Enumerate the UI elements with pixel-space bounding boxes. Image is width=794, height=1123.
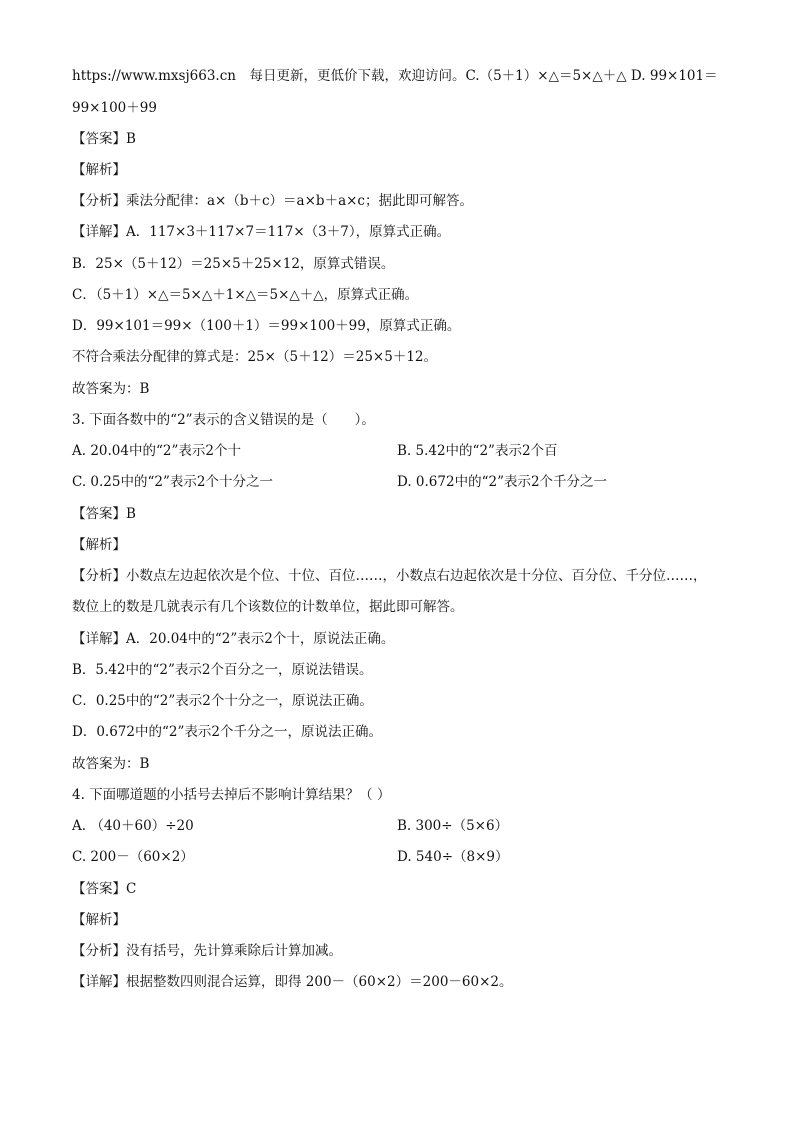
text-line: 【分析】没有括号，先计算乘除后计算加减。	[72, 943, 342, 959]
option-a: A. （40＋60）÷20	[72, 818, 194, 834]
text-line: 【详解】A．20.04中的“2”表示2个十，原说法正确。	[72, 631, 395, 647]
option-c: C. 200－（60×2）	[72, 849, 194, 865]
option-d: D. 540÷（8×9）	[397, 849, 509, 865]
option-d: D. 0.672中的“2”表示2个千分之一	[397, 474, 608, 490]
text-line: B．5.42中的“2”表示2个百分之一，原说法错误。	[72, 662, 373, 678]
text-line: 99×100＋99	[72, 100, 157, 116]
option-b: B. 300÷（5×6）	[397, 818, 509, 834]
answer-label: 【答案】B	[72, 131, 136, 147]
text-line: D．0.672中的“2”表示2个千分之一，原说法正确。	[72, 724, 382, 740]
option-a: A. 20.04中的“2”表示2个十	[72, 443, 241, 459]
text-line: C．0.25中的“2”表示2个十分之一，原说法正确。	[72, 693, 373, 709]
header-line: https://www.mxsj663.cn 每日更新，更低价下载，欢迎访问。C.（5＋1）×△＝5×△＋△ D. 99×101＝	[72, 68, 718, 84]
text-line: 【详解】A．117×3＋117×7＝117×（3＋7），原算式正确。	[72, 224, 451, 240]
text-line: D．99×101＝99×（100＋1）＝99×100＋99，原算式正确。	[72, 318, 461, 334]
text-line: B．25×（5＋12）＝25×5＋25×12，原算式错误。	[72, 256, 395, 272]
answer-label: 【答案】B	[72, 506, 136, 522]
text-line: 数位上的数是几就表示有几个该数位的计数单位，据此即可解答。	[72, 599, 464, 615]
question-4: 4. 下面哪道题的小括号去掉后不影响计算结果？（ ）	[72, 787, 391, 803]
text-line: C．（5＋1）×△＝5×△＋1×△＝5×△＋△，原算式正确。	[72, 287, 419, 303]
option-c: C. 0.25中的“2”表示2个十分之一	[72, 474, 273, 490]
text-line: 【分析】乘法分配律：a×（b＋c）＝a×b＋a×c；据此即可解答。	[72, 193, 473, 209]
option-b: B. 5.42中的“2”表示2个百	[397, 443, 558, 459]
text-line: 不符合乘法分配律的算式是：25×（5＋12）＝25×5＋12。	[72, 349, 438, 365]
text-line: 【分析】小数点左边起依次是个位、十位、百位……，小数点右边起依次是十分位、百分位、千分位……，	[72, 568, 707, 584]
text-line: 【详解】根据整数四则混合运算，即得 200－（60×2）＝200－60×2。	[72, 974, 513, 990]
answer-label: 【答案】C	[72, 881, 137, 897]
analysis-label: 【解析】	[72, 912, 126, 928]
text-line: 故答案为：B	[72, 756, 150, 772]
analysis-label: 【解析】	[72, 162, 126, 178]
text-line: 故答案为：B	[72, 381, 150, 397]
question-3: 3. 下面各数中的“2”表示的含义错误的是（ ）。	[72, 412, 375, 428]
analysis-label: 【解析】	[72, 537, 126, 553]
